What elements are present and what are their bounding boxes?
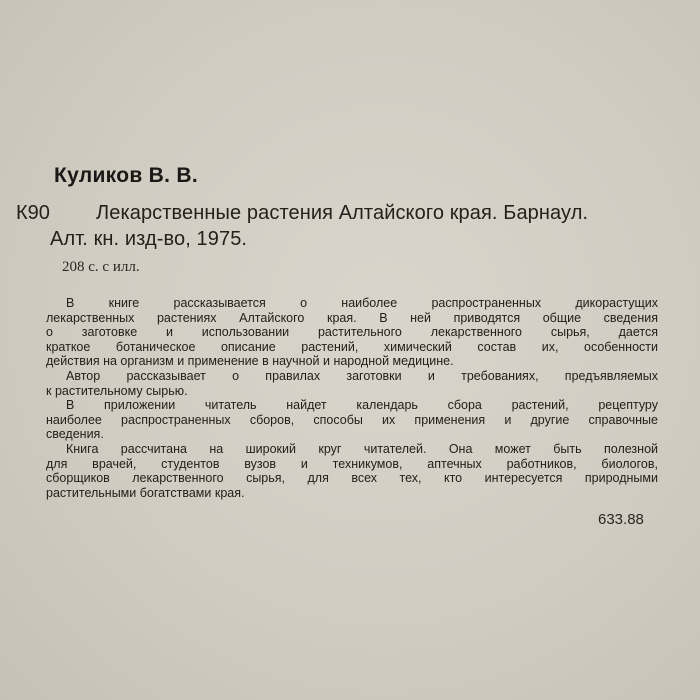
classification-number: 633.88: [598, 511, 644, 528]
annotation-line: сборщиков лекарственного сырья, для всех тех, кто интересуется природными: [46, 471, 658, 486]
annotation-line: В приложении читатель найдет календарь сбора растений, рецептуру: [66, 398, 658, 413]
annotation-line: В книге рассказывается о наиболее распространенных дикорастущих: [66, 296, 658, 310]
book-title-line-1: Лекарственные растения Алтайского края. Барнаул.: [96, 202, 589, 224]
annotation-line: действия на организм и применение в научной и народной медицине.: [46, 354, 454, 369]
annotation-line: растительными богатствами края.: [46, 485, 245, 500]
annotation-line: к растительному сырью.: [46, 383, 188, 398]
annotation-line: для врачей, студентов вузов и техникумов, аптечных работников, биологов,: [46, 456, 658, 471]
book-title-line-2: Алт. кн. изд-во, 1975.: [50, 228, 248, 250]
annotation-line: Автор рассказывает о правилах заготовки и требованиях, предъявляемых: [66, 368, 658, 383]
annotation-line: сведения.: [46, 427, 104, 442]
annotation-text: [46, 296, 658, 500]
catalog-code: К90: [16, 202, 50, 224]
annotation-line: наиболее распространенных сборов, способы их применения и другие справочные: [46, 412, 658, 427]
annotation-line: Книга рассчитана на широкий круг читателей. Она может быть полезной: [66, 441, 658, 456]
annotation-line: о заготовке и использовании растительного лекарственного сырья, дается: [46, 325, 658, 340]
annotation-line: лекарственных растениях Алтайского края. В ней приводятся общие сведения: [46, 310, 658, 325]
page-count: 208 с. с илл.: [62, 259, 140, 275]
annotation-line: краткое ботаническое описание растений, химический состав их, особенности: [46, 339, 658, 354]
author-name: Куликов В. В.: [54, 164, 199, 187]
